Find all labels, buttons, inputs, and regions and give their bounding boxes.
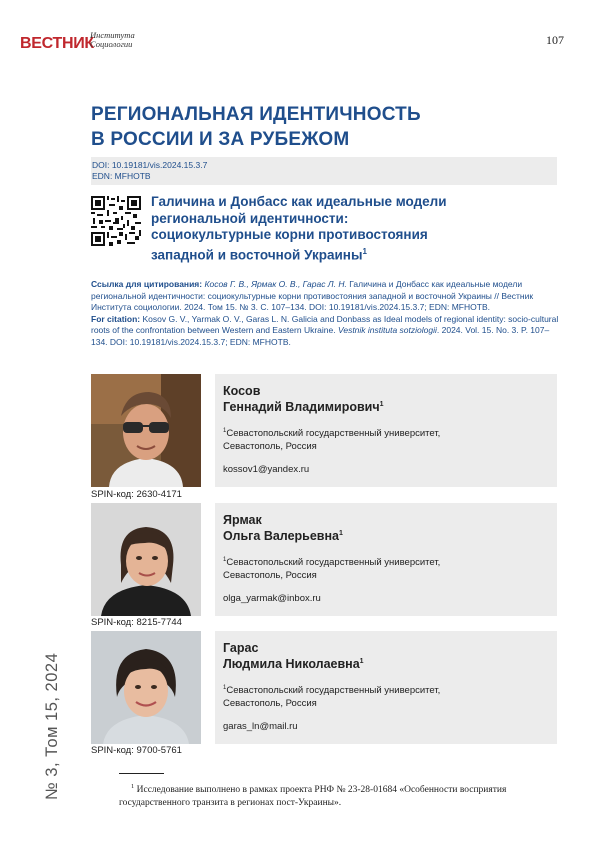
author-card [91,503,557,616]
logo-sub-line1: Института [90,30,135,40]
author-given-names [223,655,557,671]
author-affiliation [223,554,483,582]
footnote-divider [119,773,164,774]
author-given-names [223,398,557,414]
author-spin-code: SPIN-код: 9700-5761 [91,745,182,756]
logo-main-text: ВЕСТНИК [20,35,94,52]
affiliation-line1: Севастопольский государственный университет, [226,557,441,569]
identifiers-box [91,157,557,185]
affiliation-line2: Севастополь, Россия [223,441,317,453]
author-surname: Гарас [223,641,259,655]
author-affiliation [223,425,483,453]
author-surname: Косов [223,384,261,398]
author-name [223,384,557,414]
author-given-text: Геннадий Владимирович [223,400,380,415]
citation-en [91,314,561,349]
author-email[interactable]: garas_ln@mail.ru [223,721,298,733]
affiliation-index: 1 [223,685,227,692]
author-name [223,641,557,671]
author-spin-code: SPIN-код: 2630-4171 [91,489,182,500]
affiliation-index: 1 [223,557,227,564]
logo-sub-line2: Социологии [90,39,133,49]
doi-text: DOI: 10.19181/vis.2024.15.3.7 [92,160,208,170]
affiliation-line2: Севастополь, Россия [223,570,317,582]
author-given-names [223,527,557,543]
author-given-text: Ольга Валерьевна [223,529,339,544]
author-given-text: Людмила Николаевна [223,657,360,672]
article-title-line3: социокультурные корни противостояния [151,227,428,242]
author-photo [91,503,201,616]
section-title [91,102,531,152]
affiliation-line2: Севастополь, Россия [223,698,317,710]
section-title-line1: РЕГИОНАЛЬНАЯ ИДЕНТИЧНОСТЬ [91,104,421,125]
citation-en-label: For citation: [91,313,141,324]
citation-ru-authors: Косов Г. В., Ярмак О. В., Гарас Л. Н. [204,279,347,289]
author-spin-code: SPIN-код: 8215-7744 [91,617,182,628]
article-title [151,194,551,264]
author-photo [91,631,201,744]
footnote-text: Исследование выполнено в рамках проекта РНФ № 23-28-01684 «Особенности восприятия государственного транзита в регионах пост-Украины». [119,785,507,809]
footnote [119,780,559,810]
footnote-marker: 1 [131,783,135,790]
affiliation-marker: 1 [379,401,384,408]
issue-sidebar-label: № 3, Том 15, 2024 [43,652,61,800]
edn-text: EDN: MFHOTB [92,171,151,181]
title-footnote-marker[interactable]: 1 [362,246,367,256]
article-title-line1: Галичина и Донбасс как идеальные модели [151,194,447,209]
affiliation-marker: 1 [338,530,343,537]
section-title-line2: В РОССИИ И ЗА РУБЕЖОМ [91,129,350,150]
author-card [91,374,557,487]
author-email[interactable]: kossov1@yandex.ru [223,464,310,476]
affiliation-line1: Севастопольский государственный университет, [226,428,441,440]
citation-en-tail: . 2024. Vol. 15. No. 3. P. 107–134. DOI: 10.19181/vis.2024.15.3.7; EDN: MFHOTB. [91,325,550,347]
citation-ru [91,279,561,314]
citation-ru-text: Галичина и Донбасс как идеальные модели региональной идентичности: социокультурные корни противостояния западной и восточной Украины // Вестник Института социологии. 2024. Том 15. № 3. С. 107–134. DOI: 10.19181/vis.2024.15.3.7; EDN: MFHOTB. [91,279,534,312]
author-surname: Ярмак [223,513,262,527]
author-email[interactable]: olga_yarmak@inbox.ru [223,593,321,605]
affiliation-line1: Севастопольский государственный университет, [226,685,441,697]
citation-block [91,279,561,348]
author-name [223,513,557,543]
logo-sub-text [90,31,135,49]
affiliation-marker: 1 [359,658,364,665]
article-title-line2: региональной идентичности: [151,210,349,226]
author-affiliation [223,682,483,710]
author-info-panel [215,631,557,744]
article-title-line4 [151,244,551,264]
author-card [91,631,557,744]
article-title-line4-text: западной и восточной Украины [151,247,363,262]
affiliation-index: 1 [223,428,227,435]
citation-en-text: Kosov G. V., Yarmak O. V., Garas L. N. Galicia and Donbass as Ideal models of regional identity: socio-cultural roots of the confrontation between Western and Eastern Ukraine. [91,313,559,335]
author-info-panel [215,503,557,616]
author-info-panel [215,374,557,487]
journal-logo [20,30,150,57]
citation-ru-label: Ссылка для цитирования: [91,279,203,289]
author-photo [91,374,201,487]
citation-en-journal: Vestnik instituta sotziologii [337,325,437,335]
page-number: 107 [546,33,564,47]
qr-code-icon [91,196,141,246]
